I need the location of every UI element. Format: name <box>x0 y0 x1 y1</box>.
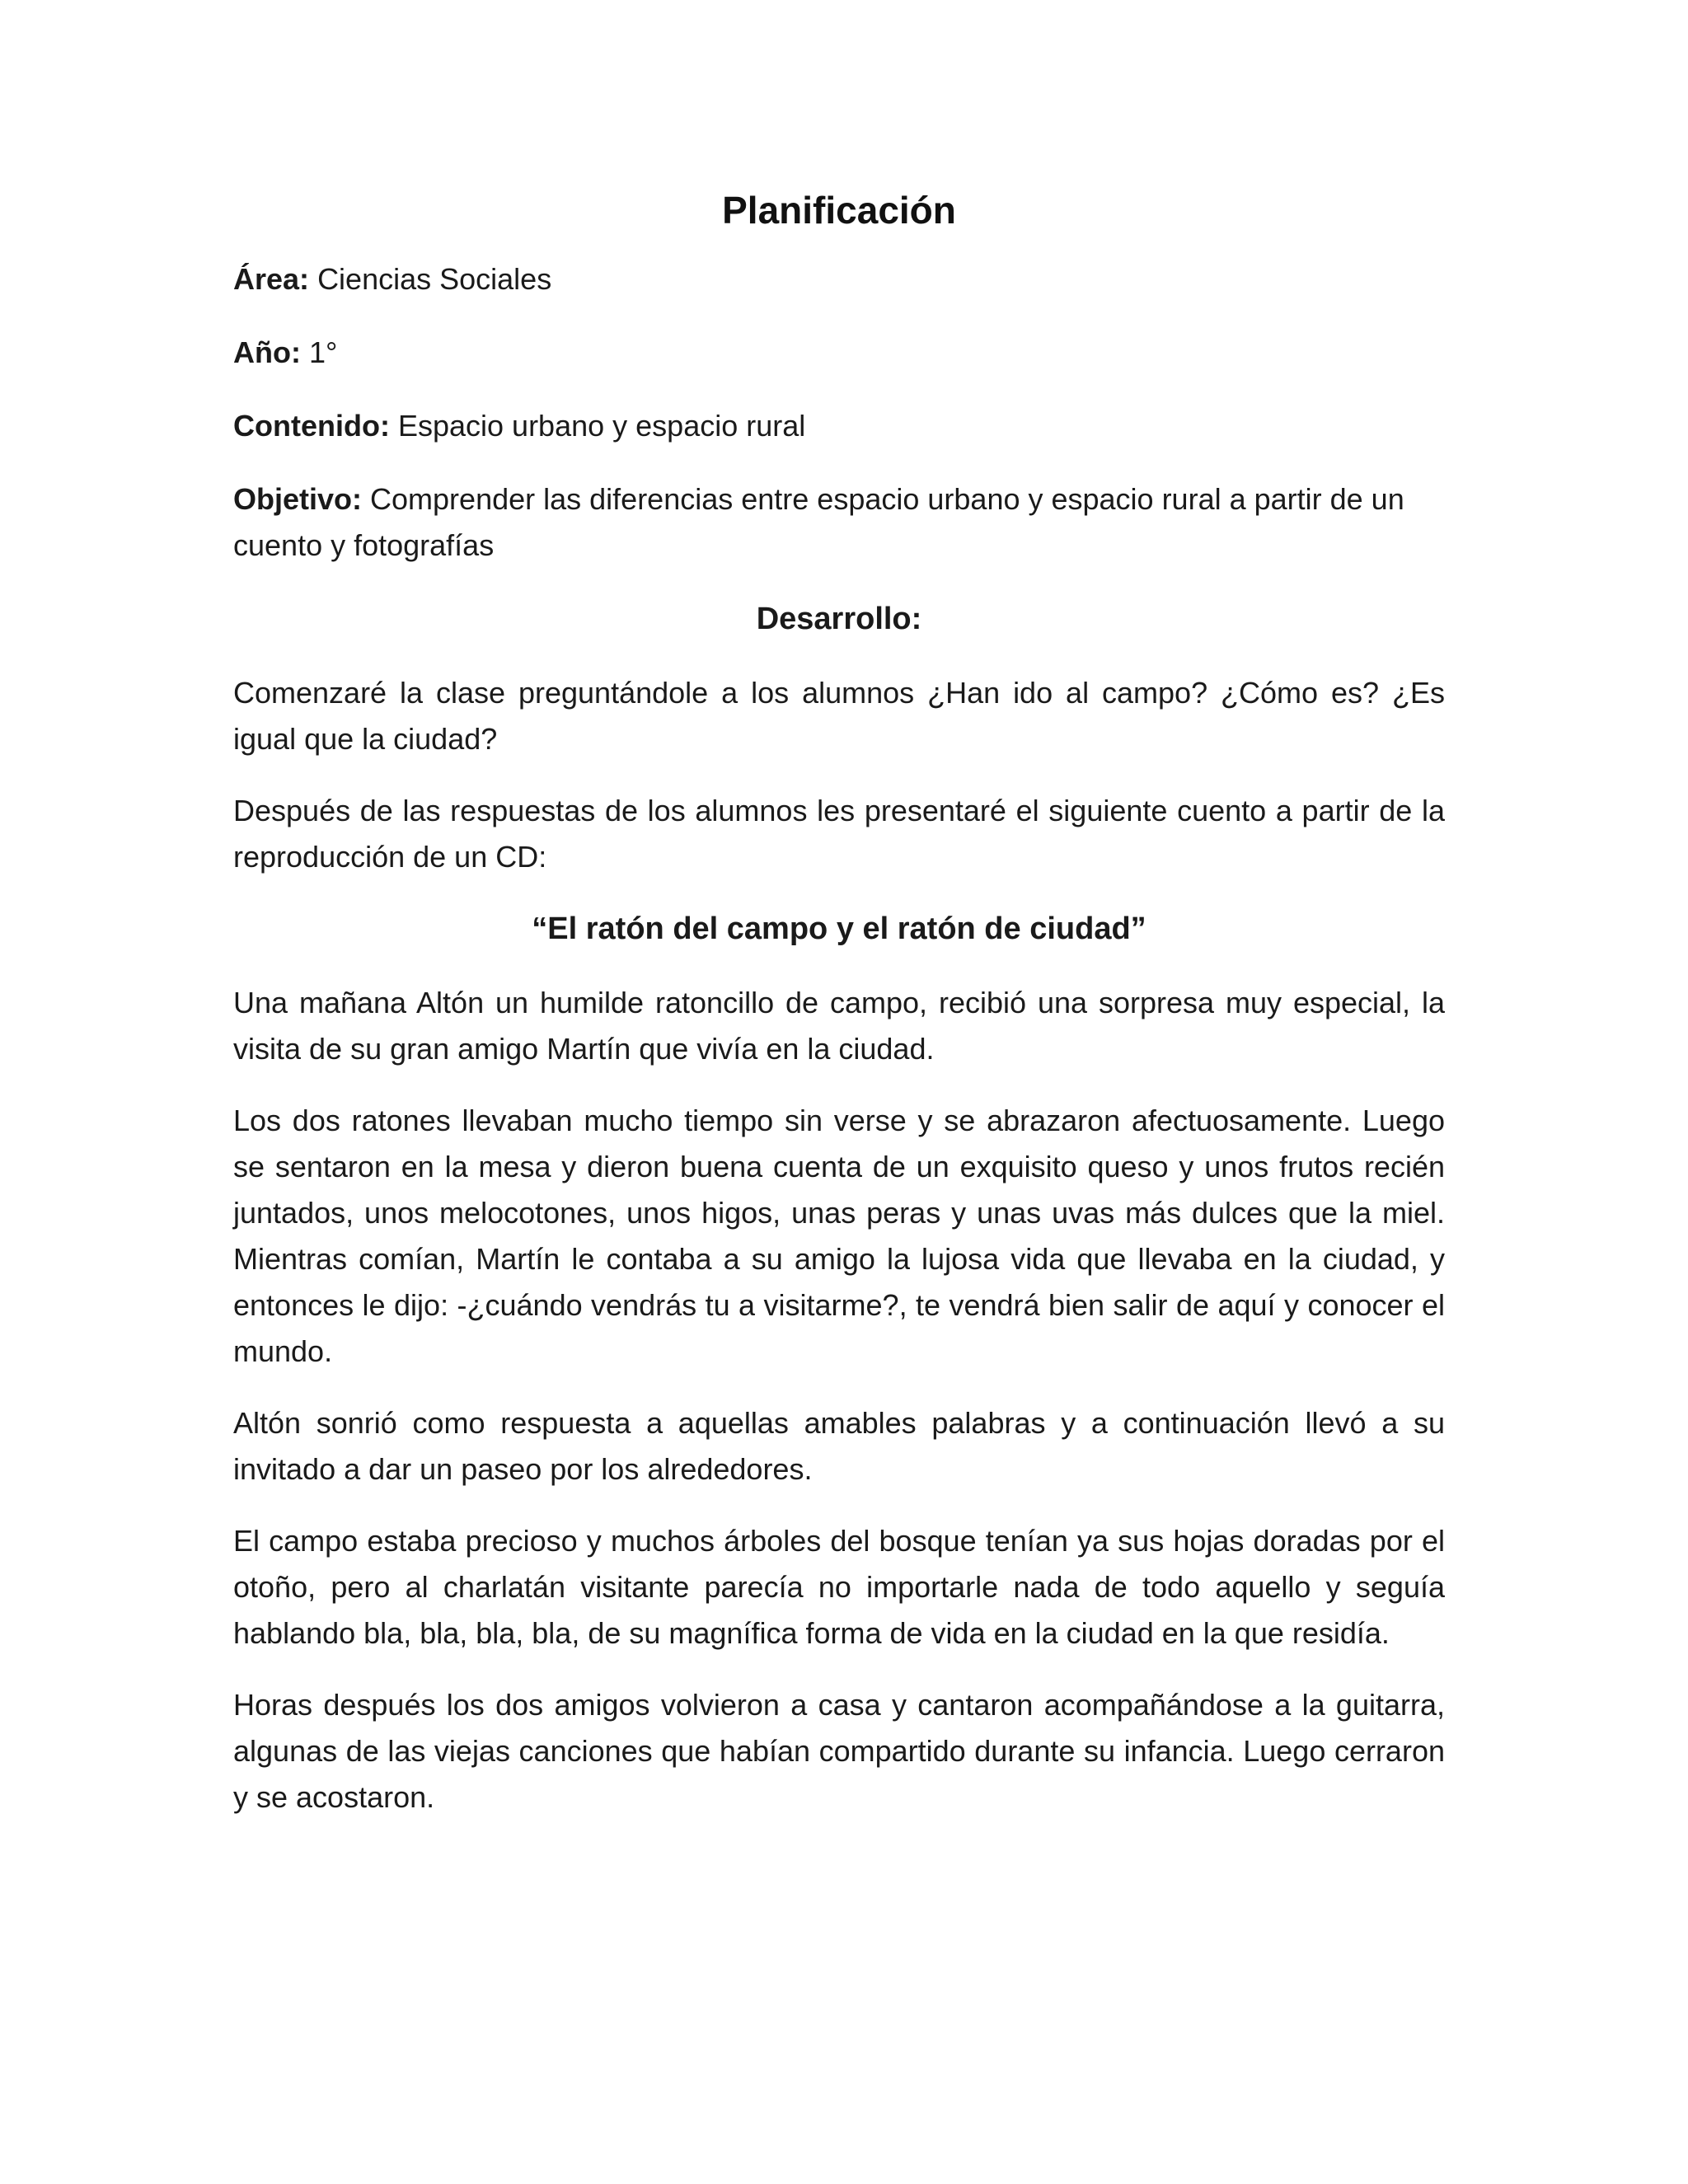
intro-paragraph: Después de las respuestas de los alumnos les presentaré el siguiente cuento a partir de la reproducción de un CD: <box>233 794 1445 874</box>
meta-objective-value: Comprender las diferencias entre espacio urbano y espacio rural a partir de un cuento y fotografías <box>233 482 1404 562</box>
meta-area-label: Área: <box>233 262 310 296</box>
meta-area-value: Ciencias Sociales <box>317 262 552 296</box>
intro-paragraph: Comenzaré la clase preguntándole a los alumnos ¿Han ido al campo? ¿Cómo es? ¿Es igual que la ciudad? <box>233 676 1445 756</box>
story-paragraph: Una mañana Altón un humilde ratoncillo de campo, recibió una sorpresa muy especial, la visita de su gran amigo Martín que vivía en la ciudad. <box>233 986 1445 1066</box>
story-paragraph: El campo estaba precioso y muchos árboles del bosque tenían ya sus hojas doradas por el otoño, pero al charlatán visitante parecía no importarle nada de todo aquello y seguía hablando bla, bla, bla, bla, de su magnífica forma de vida en la ciudad en la que residía. <box>233 1524 1445 1650</box>
meta-objective <box>233 476 1445 569</box>
document-body <box>233 185 1445 1846</box>
story-paragraph: Altón sonrió como respuesta a aquellas amables palabras y a continuación llevó a su invitado a dar un paseo por los alrededores. <box>233 1406 1445 1486</box>
story-paragraph: Los dos ratones llevaban mucho tiempo sin verse y se abrazaron afectuosamente. Luego se sentaron en la mesa y dieron buena cuenta de un exquisito queso y unos frutos recién juntados, unos melocotones, unos higos, unas peras y unas uvas más dulces que la miel. Mientras comían, Martín le contaba a su amigo la lujosa vida que llevaba en la ciudad, y entonces le dijo: -¿cuándo vendrás tu a visitarme?, te vendrá bien salir de aquí y conocer el mundo. <box>233 1104 1445 1368</box>
story-title: “El ratón del campo y el ratón de ciudad” <box>532 912 1146 946</box>
meta-year-label: Año: <box>233 335 301 369</box>
meta-year <box>233 330 1445 376</box>
page-title: Planificación <box>722 189 956 232</box>
meta-area <box>233 256 1445 302</box>
meta-content-label: Contenido: <box>233 409 390 443</box>
meta-content-value: Espacio urbano y espacio rural <box>397 409 806 443</box>
story-paragraph: Horas después los dos amigos volvieron a casa y cantaron acompañándose a la guitarra, algunas de las viejas canciones que habían compartido durante su infancia. Luego cerraron y se acostaron. <box>233 1688 1445 1814</box>
meta-year-value: 1° <box>308 335 338 369</box>
meta-content <box>233 403 1445 449</box>
meta-objective-label: Objetivo: <box>233 482 363 516</box>
section-heading-desarrollo: Desarrollo: <box>756 602 922 636</box>
